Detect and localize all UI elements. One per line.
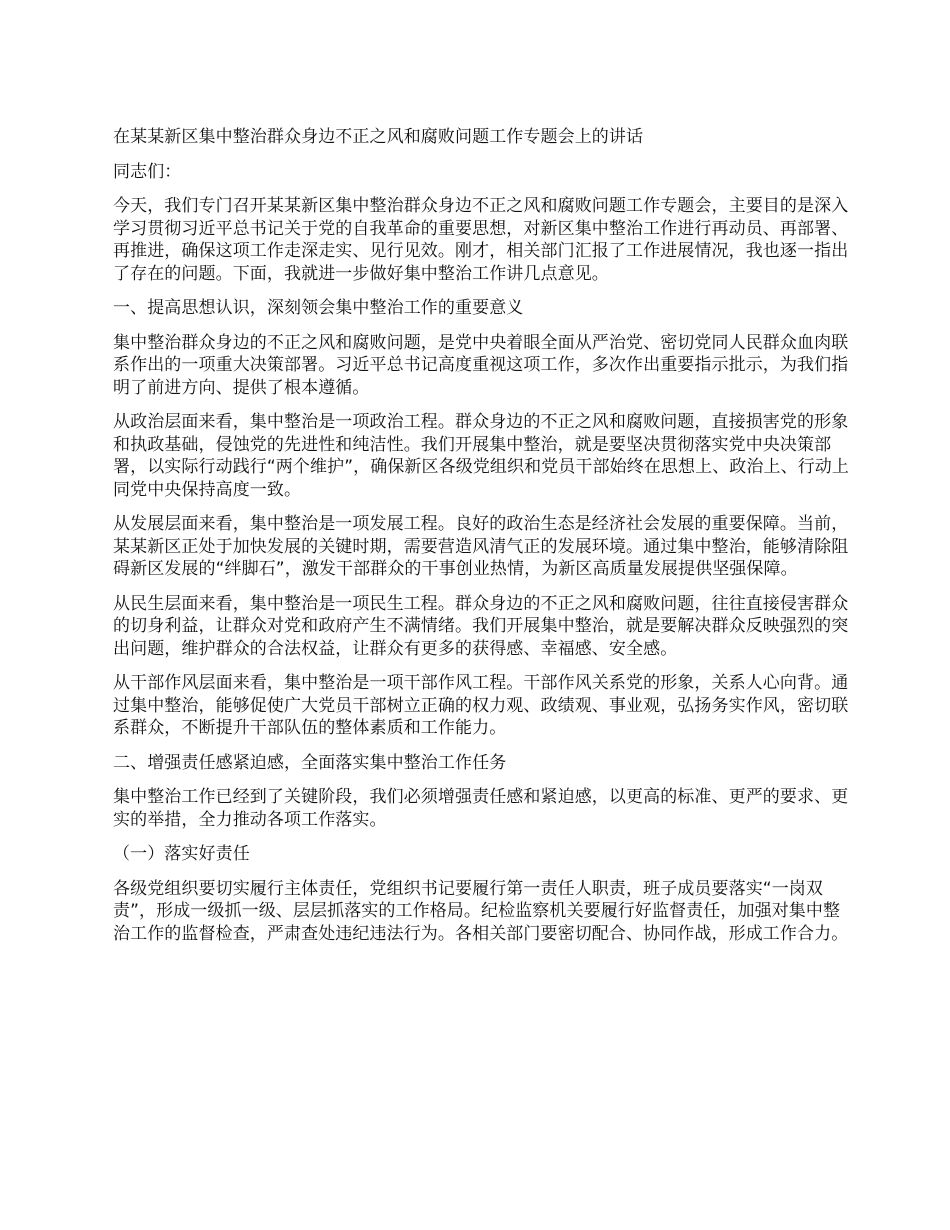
paragraph-cadre-style: 从干部作风层面来看，集中整治是一项干部作风工程。干部作风关系党的形象，关系人心向背。通过集中整治，能够促使广大党员干部树立正确的权力观、政绩观、事业观，弘扬务实作风，密切联系群众，不断提升干部队伍的整体素质和工作能力。 [113,673,849,738]
section-heading-2: 二、增强责任感紧迫感，全面落实集中整治工作任务 [113,752,507,773]
paragraph-intro: 今天，我们专门召开某某新区集中整治群众身边不正之风和腐败问题工作专题会，主要目的是深入学习贯彻习近平总书记关于党的自我革命的重要思想，对新区集中整治工作进行再动员、再部署、再推进，确保这项工作走深走实、见行见效。刚才，相关部门汇报了工作进展情况，我也逐一指出了存在的问题。下面，我就进一步做好集中整治工作讲几点意见。 [113,196,849,284]
paragraph-livelihood: 从民生层面来看，集中整治是一项民生工程。群众身边的不正之风和腐败问题，往往直接侵害群众的切身利益，让群众对党和政府产生不满情绪。我们开展集中整治，就是要解决群众反映强烈的突出问题，维护群众的合法权益，让群众有更多的获得感、幸福感、安全感。 [113,593,849,659]
salutation: 同志们： [113,161,182,182]
subsection-heading-1: （一）落实好责任 [113,844,250,864]
paragraph-development: 从发展层面来看，集中整治是一项发展工程。良好的政治生态是经济社会发展的重要保障。当前，某某新区正处于加快发展的关键时期，需要营造风清气正的发展环境。通过集中整治，能够清除阻碍新区发展的“绊脚石”，激发干部群众的干事创业热情，为新区高质量发展提供坚强保障。 [113,514,849,579]
document-page [113,126,853,957]
paragraph-responsibility: 各级党组织要切实履行主体责任，党组织书记要履行第一责任人职责，班子成员要落实“一岗双责”，形成一级抓一级、层层抓落实的工作格局。纪检监察机关要履行好监督责任，加强对集中整治工作的监督检查，严肃查处违纪违法行为。各相关部门要密切配合、协同作战，形成工作合力。 [113,878,849,944]
section-heading-1: 一、提高思想认识，深刻领会集中整治工作的重要意义 [113,298,524,318]
paragraph-urgency: 集中整治工作已经到了关键阶段，我们必须增强责任感和紧迫感，以更高的标准、更严的要求、更实的举措，全力推动各项工作落实。 [113,787,849,830]
paragraph-significance: 集中整治群众身边的不正之风和腐败问题，是党中央着眼全面从严治党、密切党同人民群众血肉联系作出的一项重大决策部署。习近平总书记高度重视这项工作，多次作出重要指示批示，为我们指明了前进方向、提供了根本遵循。 [113,332,849,398]
paragraph-political: 从政治层面来看，集中整治是一项政治工程。群众身边的不正之风和腐败问题，直接损害党的形象和执政基础，侵蚀党的先进性和纯洁性。我们开展集中整治，就是要坚决贯彻落实党中央决策部署，以实际行动践行“两个维护”，确保新区各级党组织和党员干部始终在思想上、政治上、行动上同党中央保持高度一致。 [113,412,850,500]
document-title: 在某某新区集中整治群众身边不正之风和腐败问题工作专题会上的讲话 [113,127,644,147]
